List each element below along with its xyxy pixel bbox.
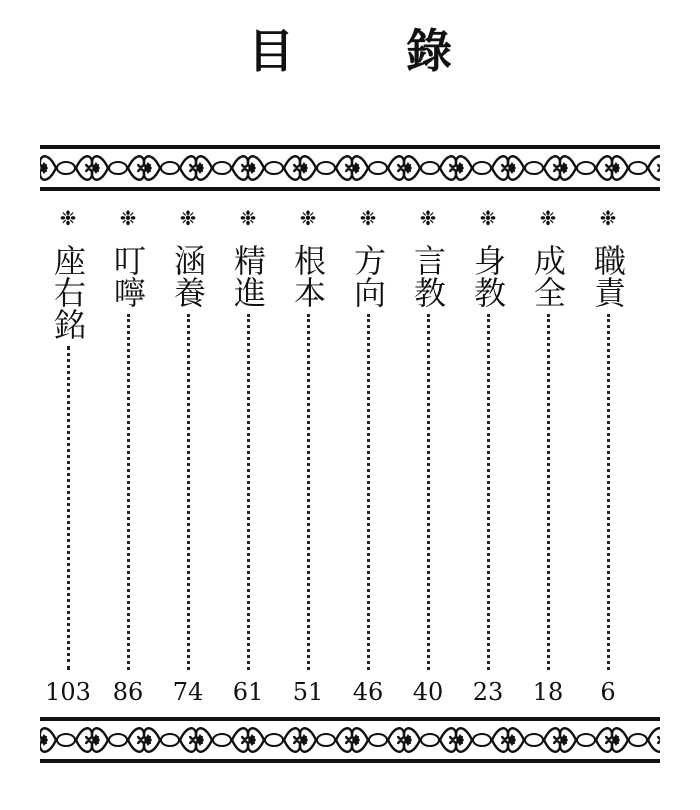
toc-entry-page: 40 bbox=[412, 678, 444, 706]
dot-leader bbox=[307, 314, 310, 670]
dot-leader bbox=[367, 314, 370, 670]
ornament-motif bbox=[92, 156, 144, 179]
dot-leader bbox=[67, 346, 70, 670]
toc-entry-title: 座右銘 bbox=[49, 244, 87, 340]
ornament-motif bbox=[40, 156, 92, 179]
toc-entry-page: 61 bbox=[232, 678, 264, 706]
page-title-char: 目 bbox=[248, 24, 294, 78]
ornament-motif bbox=[92, 728, 144, 751]
flower-icon: ❉ bbox=[179, 206, 197, 230]
flower-icon: ❉ bbox=[539, 206, 557, 230]
ornament-motif bbox=[612, 728, 660, 751]
ornament-motif bbox=[352, 156, 404, 179]
toc-entry-page: 103 bbox=[45, 678, 91, 706]
ornament-motif bbox=[560, 728, 612, 751]
dot-leader bbox=[547, 314, 550, 670]
toc-entry[interactable] bbox=[398, 208, 458, 708]
dot-leader bbox=[187, 314, 190, 670]
toc-entry-title: 精進 bbox=[229, 244, 267, 308]
ornament-motif bbox=[508, 156, 560, 179]
toc-entry[interactable] bbox=[98, 208, 158, 708]
toc-entry-title: 根本 bbox=[289, 244, 327, 308]
decorative-border-top bbox=[40, 143, 660, 193]
toc-columns bbox=[38, 208, 668, 708]
flower-icon: ❉ bbox=[479, 206, 497, 230]
flower-icon: ❉ bbox=[239, 206, 257, 230]
flower-icon: ❉ bbox=[119, 206, 137, 230]
ornament-motif bbox=[456, 156, 508, 179]
dot-leader bbox=[247, 314, 250, 670]
ornament-motif bbox=[248, 728, 300, 751]
ornament-motif bbox=[456, 728, 508, 751]
ornament-motif bbox=[144, 728, 196, 751]
ornament-motif bbox=[404, 156, 456, 179]
ornament-motif bbox=[40, 728, 92, 751]
dot-leader bbox=[127, 314, 130, 670]
ornament-motif bbox=[196, 156, 248, 179]
ornament-motif bbox=[508, 728, 560, 751]
ornament-motif bbox=[352, 728, 404, 751]
flower-icon: ❉ bbox=[359, 206, 377, 230]
ornament-motif bbox=[560, 156, 612, 179]
toc-entry[interactable] bbox=[458, 208, 518, 708]
ornament-motif bbox=[404, 728, 456, 751]
flower-icon: ❉ bbox=[59, 206, 77, 230]
flower-icon: ❉ bbox=[419, 206, 437, 230]
flower-icon: ❉ bbox=[599, 206, 617, 230]
toc-entry-page: 51 bbox=[292, 678, 324, 706]
toc-entry-title: 職責 bbox=[589, 244, 627, 308]
dot-leader bbox=[607, 314, 610, 670]
toc-entry[interactable] bbox=[38, 208, 98, 708]
toc-entry-page: 6 bbox=[600, 678, 616, 706]
toc-entry-page: 46 bbox=[352, 678, 384, 706]
decorative-border-bottom bbox=[40, 715, 660, 765]
ornament-motif bbox=[300, 728, 352, 751]
ornament-motif bbox=[300, 156, 352, 179]
flower-icon: ❉ bbox=[299, 206, 317, 230]
toc-entry[interactable] bbox=[158, 208, 218, 708]
toc-entry-page: 74 bbox=[172, 678, 204, 706]
toc-entry[interactable] bbox=[578, 208, 638, 708]
toc-entry-title: 言教 bbox=[409, 244, 447, 308]
toc-entry-page: 18 bbox=[532, 678, 564, 706]
ornament-motif bbox=[196, 728, 248, 751]
toc-entry-title: 身教 bbox=[469, 244, 507, 308]
toc-entry-title: 叮嚀 bbox=[109, 244, 147, 308]
toc-entry[interactable] bbox=[278, 208, 338, 708]
toc-entry-page: 23 bbox=[472, 678, 504, 706]
page-title-char: 錄 bbox=[406, 24, 452, 78]
dot-leader bbox=[427, 314, 430, 670]
toc-entry-page: 86 bbox=[112, 678, 144, 706]
ornament-motif bbox=[612, 156, 660, 179]
toc-entry[interactable] bbox=[338, 208, 398, 708]
toc-entry-title: 方向 bbox=[349, 244, 387, 308]
toc-entry-title: 涵養 bbox=[169, 244, 207, 308]
toc-entry[interactable] bbox=[518, 208, 578, 708]
ornament-motif bbox=[144, 156, 196, 179]
toc-entry-title: 成全 bbox=[529, 244, 567, 308]
dot-leader bbox=[487, 314, 490, 670]
toc-entry[interactable] bbox=[218, 208, 278, 708]
page-title bbox=[0, 24, 700, 78]
ornament-motif bbox=[248, 156, 300, 179]
